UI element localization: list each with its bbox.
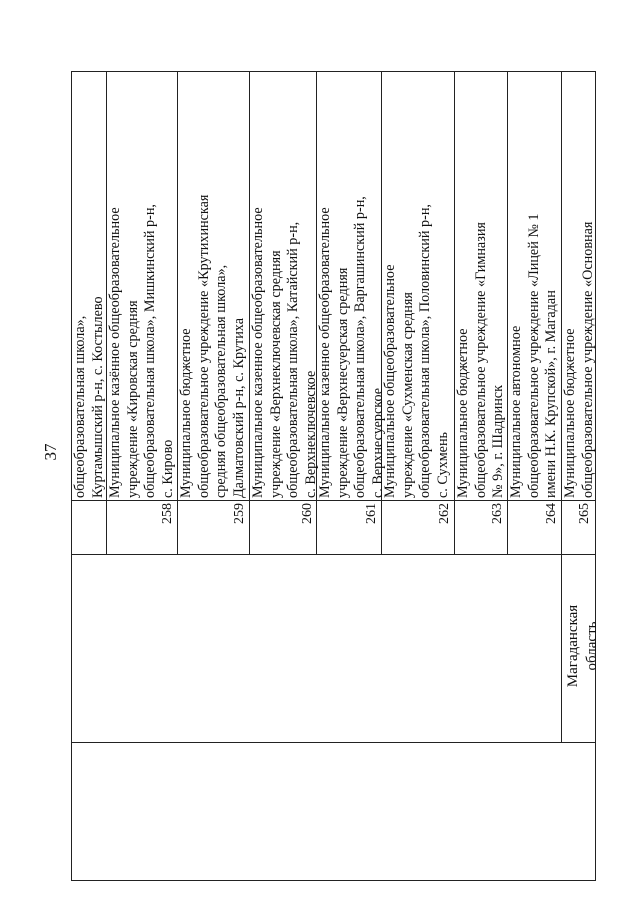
table-row [107, 71, 177, 500]
table-row [250, 71, 320, 500]
region-line: Магаданская [565, 604, 581, 688]
cell-text: учреждение «Кировская средняя [124, 300, 141, 498]
cell-text: Муниципальное автономное [508, 325, 524, 498]
cell-text: средняя общеобразовательная школа», [213, 264, 229, 498]
cell-text: Муниципальное казенное общеобразовательное [250, 207, 266, 498]
cell-text: общеобразовательное учреждение «Лицей № 1 [525, 213, 542, 498]
cell-text: учреждение «Сухменская средняя [399, 292, 416, 498]
cell-text: Муниципальное казенное общеобразовательное [317, 207, 333, 498]
cell-text: Муниципальное общеобразовательное [382, 264, 398, 498]
page-number: 37 [41, 443, 60, 461]
cell-text: общеобразовательное учреждение «Гимназия [472, 222, 489, 498]
cell-text: с. Верхнесуерское [369, 387, 386, 498]
cell-text: Куртамышский р-н, с. Костылево [89, 296, 106, 498]
table-row [508, 71, 561, 500]
table-row [72, 71, 107, 500]
table-row [455, 71, 508, 500]
row-number: 263 [490, 503, 505, 524]
cell-text: с. Сухмень [434, 431, 451, 498]
row-number: 260 [300, 503, 315, 524]
cell-text: с. Кирово [159, 439, 176, 498]
cell-text: общеобразовательная школа», Половинский р-н, [417, 204, 433, 498]
row-number: 258 [160, 503, 175, 524]
cell-text: Муниципальное бюджетное [455, 328, 471, 498]
table-row [317, 71, 387, 500]
cell-text: Муниципальное бюджетное [562, 328, 578, 498]
cell-text: общеобразовательное учреждение «Основная [579, 221, 596, 498]
cell-text: общеобразовательное учреждение «Крутихинская [195, 194, 212, 498]
column-divider [561, 500, 596, 501]
cell-text: № 9», г. Шадринск [490, 385, 506, 498]
cell-text: имени Н.К. Крупской», г. Магадан [543, 290, 559, 498]
cell-text: учреждение «Верхнеключевская средняя [267, 250, 284, 498]
region-line: область [584, 621, 600, 671]
cell-text: учреждение «Верхнесуерская средняя [334, 267, 351, 498]
cell-text: общеобразовательная школа», Варгашинский р-н, [352, 196, 368, 498]
row-number: 265 [577, 503, 592, 524]
cell-text: Муниципальное казённое общеобразовательное [107, 207, 123, 498]
region-name [564, 561, 602, 731]
schools-table [71, 71, 600, 881]
cell-text: Муниципальное бюджетное [178, 328, 194, 498]
column-divider [71, 554, 596, 555]
table-row [178, 71, 248, 500]
cell-text: общеобразовательная школа», [72, 315, 88, 498]
column-divider [71, 742, 596, 743]
table-row [382, 71, 452, 500]
cell-text: Далматовский р-н, с. Крутиха [230, 318, 247, 498]
row-number: 264 [544, 503, 559, 524]
row-number: 259 [232, 503, 247, 524]
cell-text: с. Верхнеключевское [302, 370, 319, 498]
row-number: 261 [364, 503, 379, 524]
cell-text: общеобразовательная школа», Мишкинский р-н, [142, 204, 158, 498]
row-number: 262 [437, 503, 452, 524]
cell-text: общеобразовательная школа», Катайский р-н, [285, 221, 301, 498]
table-row [562, 71, 597, 500]
